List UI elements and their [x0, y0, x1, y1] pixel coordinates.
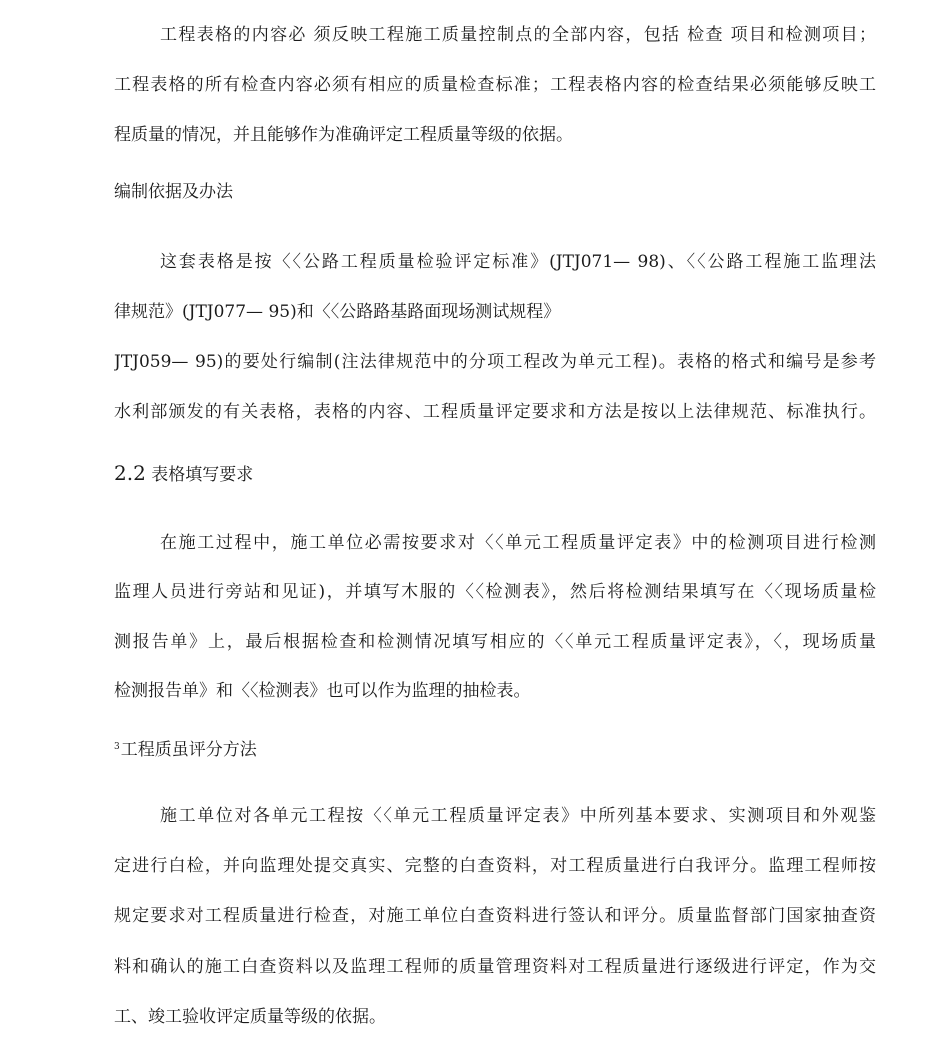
section-number: 2.2	[114, 462, 146, 485]
para2-line-1: 这套表格是按〈〈公路工程质量检验评定标准》(JTJ071— 98)、〈〈公路工程施工监理法	[160, 252, 876, 272]
section-title: 工程质虽评分方法	[120, 740, 257, 760]
para3-line-1: 在施工过程中，施工单位必需按要求对〈〈单元工程质量评定表》中的检测项目进行检测	[160, 533, 876, 553]
section-heading-fill-requirements	[114, 462, 876, 486]
para4-line-4: 料和确认的施工白查资料以及监理工程师的质量管理资料对工程质量进行逐级进行评定，作为交	[114, 957, 876, 977]
section-title: 表格填写要求	[145, 465, 254, 485]
para3-line-2: 监理人员进行旁站和见证)，并填写木服的〈〈检测表》，然后将检测结果填写在〈〈现场质量检	[114, 582, 876, 602]
para3-line-3: 测报告单》上，最后根据检查和检测情况填写相应的〈〈单元工程质量评定表》，〈，现场质量	[114, 632, 876, 652]
para4-line-2: 定进行白检，并向监理处提交真实、完整的白查资料，对工程质量进行白我评分。监理工程师按	[114, 856, 876, 876]
para1-line-1: 工程表格的内容必 须反映工程施工质量控制点的全部内容，包括 检查 项目和检测项目；	[160, 25, 876, 45]
para2-line-4: 水利部颁发的有关表格，表格的内容、工程质量评定要求和方法是按以上法律规范、标准执行。	[114, 402, 876, 422]
para4-line-5: 工、竣工验收评定质量等级的依据。	[114, 1007, 386, 1027]
section-superscript: 3	[114, 742, 120, 752]
para3-line-4: 检测报告单》和〈〈检测表》也可以作为监理的抽检表。	[114, 681, 531, 701]
para2-line-3: JTJ059— 95)的要处行编制(注法律规范中的分项工程改为单元工程)。表格的格式和编号是参考	[114, 352, 876, 372]
section-heading-scoring-method	[114, 736, 876, 761]
para1-line-2: 工程表格的所有检查内容必须有相应的质量检查标准；工程表格内容的检查结果必须能够反映工	[114, 75, 876, 95]
para4-line-1: 施工单位对各单元工程按〈〈单元工程质量评定表》中所列基本要求、实测项目和外观鉴	[160, 806, 876, 826]
para1-line-3: 程质量的情况，并且能够作为准确评定工程质量等级的依据。	[114, 125, 573, 145]
para4-line-3: 规定要求对工程质量进行检查，对施工单位白查资料进行签认和评分。质量监督部门国家抽查资	[114, 906, 876, 926]
section-heading-basis: 编制依据及办法	[114, 182, 233, 202]
para2-line-2: 律规范》(JTJ077— 95)和〈〈公路路基路面现场测试规程》	[114, 302, 561, 322]
